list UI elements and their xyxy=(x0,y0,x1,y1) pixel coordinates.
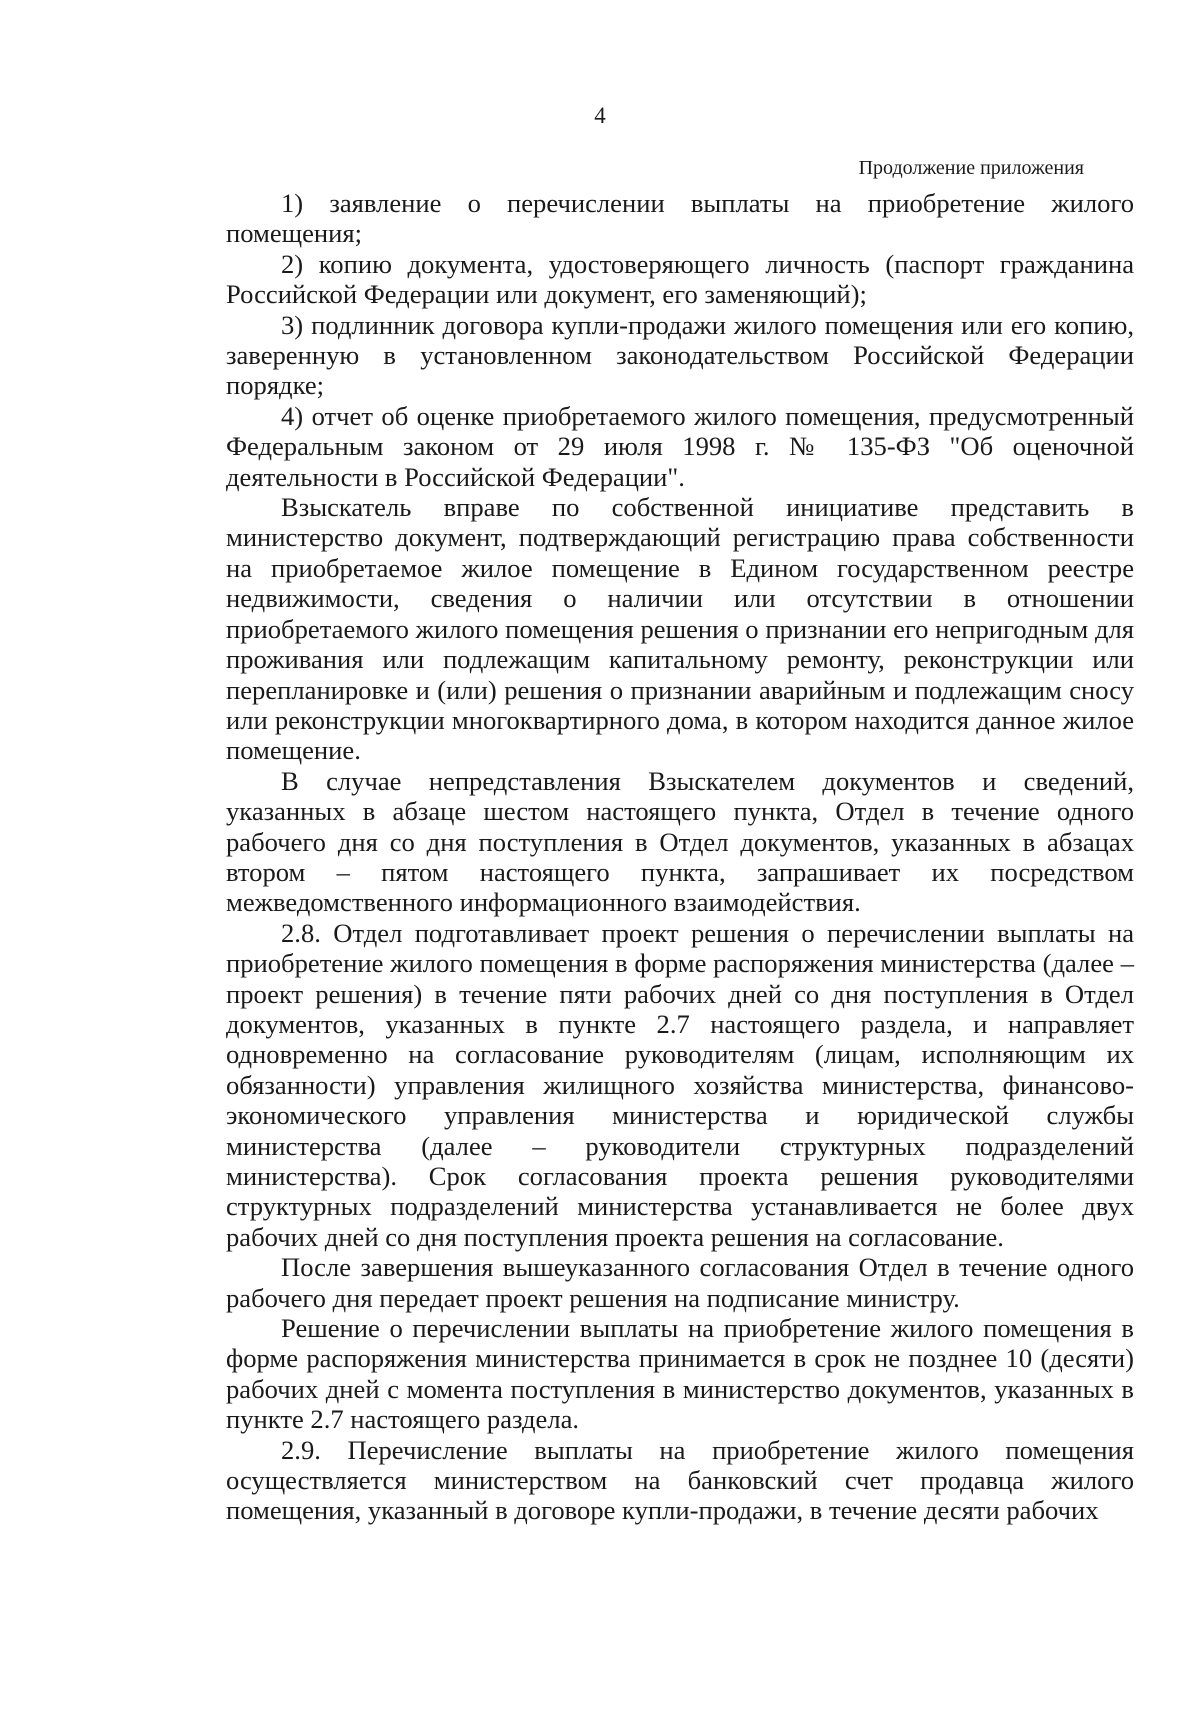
paragraph-after-approval: После завершения вышеуказанного согласования Отдел в течение одного рабочего дня передает проект решения на подписание министру. xyxy=(226,1252,1134,1313)
paragraph-decision-deadline: Решение о перечислении выплаты на приобретение жилого помещения в форме распоряжения министерства принимается в срок не позднее 10 (десяти) рабочих дней с момента поступления в министерство документов, указанных в пункте 2.7 настоящего раздела. xyxy=(226,1313,1134,1435)
paragraph-claimant-right: Взыскатель вправе по собственной инициативе представить в министерство документ, подтверждающий регистрацию права собственности на приобретаемое жилое помещение в Едином государственном реестре недвижимости, сведения о наличии или отсутствии в отношении приобретаемого жилого помещения решения о признании его непригодным для проживания или подлежащим капитальному ремонту, реконструкции или перепланировке и (или) решения о признании аварийным и подлежащим сносу или реконструкции многоквартирного дома, в котором находится данное жилое помещение. xyxy=(226,492,1134,766)
paragraph-item-1: 1) заявление о перечислении выплаты на приобретение жилого помещения; xyxy=(226,188,1134,249)
paragraph-item-3: 3) подлинник договора купли-продажи жилого помещения или его копию, заверенную в установленном законодательством Российской Федерации порядке; xyxy=(226,309,1134,401)
page-number: 4 xyxy=(594,103,606,128)
document-body xyxy=(226,188,1134,1526)
paragraph-2-8: 2.8. Отдел подготавливает проект решения о перечислении выплаты на приобретение жилого помещения в форме распоряжения министерства (далее – проект решения) в течение пяти рабочих дней со дня поступления в Отдел документов, указанных в пункте 2.7 настоящего раздела, и направляет одновременно на согласование руководителям (лицам, исполняющим их обязанности) управления жилищного хозяйства министерства, финансово-экономического управления министерства и юридической службы министерства (далее – руководители структурных подразделений министерства). Срок согласования проекта решения руководителями структурных подразделений министерства устанавливается не более двух рабочих дней со дня поступления проекта решения на согласование. xyxy=(226,917,1134,1252)
paragraph-item-4: 4) отчет об оценке приобретаемого жилого помещения, предусмотренный Федеральным законом от 29 июля 1998 г. № 135-ФЗ "Об оценочной деятельности в Российской Федерации". xyxy=(226,400,1134,492)
paragraph-item-2: 2) копию документа, удостоверяющего личность (паспорт гражданина Российской Федерации или документ, его заменяющий); xyxy=(226,248,1134,310)
paragraph-2-9: 2.9. Перечисление выплаты на приобретение жилого помещения осуществляется министерством на банковский счет продавца жилого помещения, указанный в договоре купли-продажи, в течение десяти рабочих xyxy=(226,1434,1134,1526)
paragraph-non-submission: В случае непредставления Взыскателем документов и сведений, указанных в абзаце шестом настоящего пункта, Отдел в течение одного рабочего дня со дня поступления в Отдел документов, указанных в абзацах втором – пятом настоящего пункта, запрашивает их посредством межведомственного информационного взаимодействия. xyxy=(226,765,1134,918)
continuation-label: Продолжение приложения xyxy=(858,157,1084,179)
